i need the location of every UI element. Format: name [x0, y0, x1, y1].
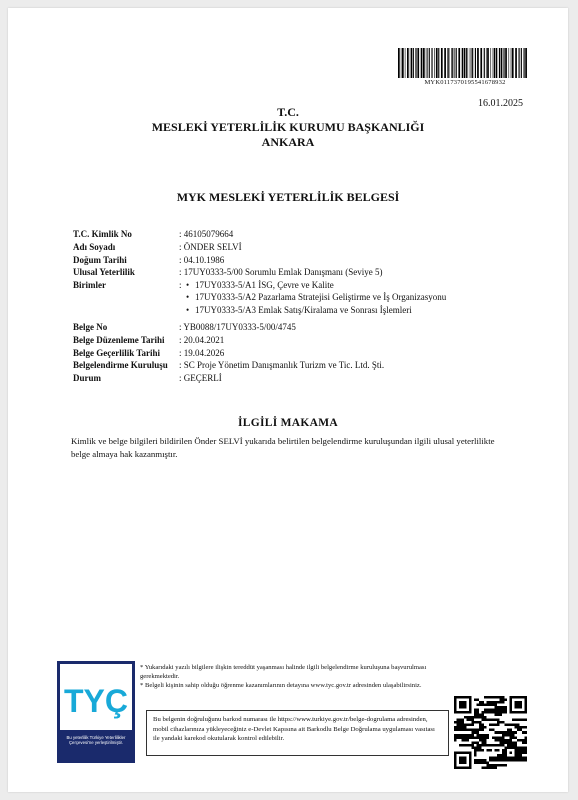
field-issue-date — [73, 334, 446, 347]
cert-no-value: : YB0088/17UY0333-5/00/4745 — [179, 322, 296, 333]
certificate-page — [8, 8, 568, 792]
field-status — [73, 372, 446, 385]
certificate-fields — [73, 228, 446, 385]
units-list — [185, 279, 446, 316]
tyc-logo-text: TYÇ — [64, 683, 128, 719]
cert-body-value: : SC Proje Yönetim Danışmanlık Turizm ve Tic. Ltd. Şti. — [179, 360, 385, 371]
units-colon: : — [179, 280, 182, 291]
barcode — [397, 48, 529, 78]
cert-body-label: Belgelendirme Kuruluşu — [73, 360, 168, 371]
validity-value: : 19.04.2026 — [179, 347, 225, 358]
validity-label: Belge Geçerlilik Tarihi — [73, 347, 160, 358]
field-validity — [73, 347, 446, 360]
qualification-value: : 17UY0333-5/00 Sorumlu Emlak Danışmanı (Seviye 5) — [179, 267, 383, 278]
issue-date-label: Belge Düzenleme Tarihi — [73, 334, 165, 345]
document-title: MYK MESLEKİ YETERLİLİK BELGESİ — [176, 190, 400, 204]
field-name — [73, 241, 446, 254]
tyc-logo — [57, 661, 135, 763]
header-line-1: T.C. — [277, 105, 299, 119]
field-tc — [73, 228, 446, 241]
qualification-label: Ulusal Yeterlilik — [73, 267, 135, 278]
footnotes — [140, 663, 430, 690]
unit-item: • 17UY0333-5/A1 İSG, Çevre ve Kalite — [185, 279, 446, 291]
status-value: : GEÇERLİ — [179, 373, 222, 384]
units-label: Birimler — [73, 280, 106, 291]
unit-item: • 17UY0333-5/A2 Pazarlama Stratejisi Geliştirme ve İş Organizasyonu — [185, 291, 446, 303]
attention-body: Kimlik ve belge bilgileri bildirilen Önder SELVİ yukarıda belirtilen belgelendirme kuruluşundan ilgili ulusal yeterlilikte belge almaya hak kazanmıştır. — [71, 436, 495, 459]
unit-item: • 17UY0333-5/A3 Emlak Satış/Kiralama ve Sonrası İşlemleri — [185, 304, 446, 316]
name-value: : ÖNDER SELVİ — [179, 241, 242, 252]
birth-value: : 04.10.1986 — [179, 254, 225, 265]
header-line-2: MESLEKİ YETERLİLİK KURUMU BAŞKANLIĞI — [151, 120, 425, 134]
field-birth — [73, 254, 446, 267]
field-qualification — [73, 266, 446, 279]
tc-value: : 46105079664 — [179, 229, 234, 239]
status-label: Durum — [73, 373, 102, 384]
field-cert-body — [73, 359, 446, 372]
footnote: * Belgeli kişinin sahip olduğu öğrenme kazanımlarının detayına www.tyc.gov.tr adresinden ulaşabilirsiniz. — [140, 682, 422, 689]
issue-date: 16.01.2025 — [478, 98, 523, 109]
cert-no-label: Belge No — [73, 322, 108, 333]
tyc-logo-subtitle: Bu yeterlilik Türkiye Yeterlilikler Çerçevesi'ne yerleştirilmiştir. — [66, 735, 126, 745]
tyc-logo-mark — [60, 664, 132, 730]
issue-date-value: : 20.04.2021 — [179, 334, 225, 345]
verification-box: Bu belgenin doğruluğunu barkod numarası ile https://www.turkiye.gov.tr/belge-dogrulama adresinden, mobil cihazlarınıza yükleyeceğiniz e-Devlet Kapısına ait Barkodlu Belge Doğrulama uygulaması vasıtası ile yandaki karekod okutularak kontrol edilebilir. — [146, 710, 449, 756]
barcode-number: MYK0117370195541678932 — [424, 79, 506, 86]
footnote: * Yukarıdaki yazılı bilgilere ilişkin tereddüt yaşanması halinde ilgili belgelendirme kuruluşuna başvurulması gerekmektedir. — [140, 664, 427, 680]
header-line-3: ANKARA — [261, 135, 315, 149]
name-label: Adı Soyadı — [73, 241, 116, 252]
tc-label: T.C. Kimlik No — [73, 229, 132, 239]
field-cert-no — [73, 321, 446, 334]
birth-label: Doğum Tarihi — [73, 254, 127, 265]
attention-title: İLGİLİ MAKAMA — [237, 417, 339, 429]
qr-code[interactable] — [454, 696, 527, 769]
field-units — [73, 279, 446, 316]
